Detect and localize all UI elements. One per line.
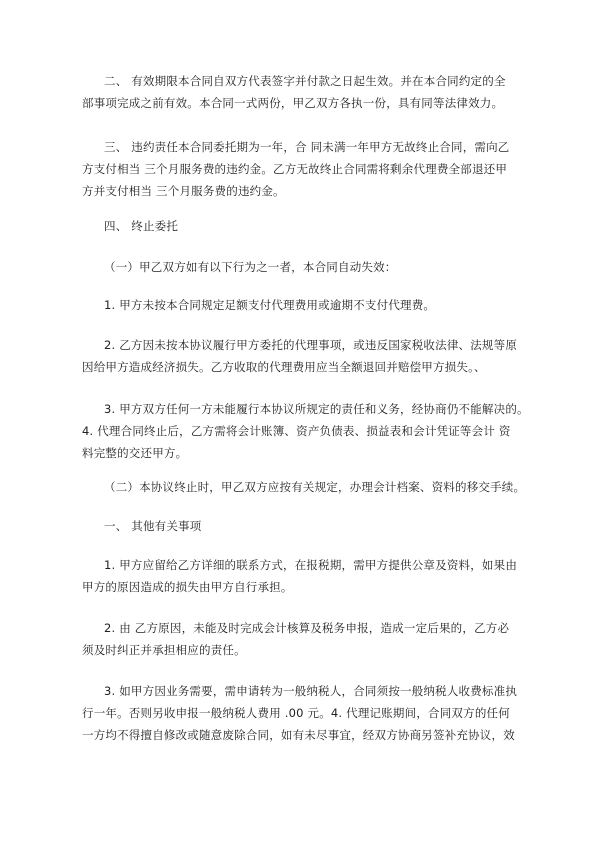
text-line: 1. 甲方应留给乙方详细的联系方式，在报税期，需甲方提供公章及资料，如果由 [104, 558, 518, 572]
other-item-1 [82, 554, 542, 598]
text-line: 方并支付相当 三个月服务费的违约金。 [82, 184, 285, 198]
text-line: 三、 违约责任本合同委托期为一年，合 同未满一年甲方无故终止合同，需向乙 [104, 140, 510, 154]
text-line: 部事项完成之前有效。本合同一式两份，甲乙双方各执一份，具有同等法律效力。 [82, 96, 504, 110]
list-item-3-4 [82, 398, 542, 464]
list-item-2 [82, 334, 542, 378]
text-line: 4. 代理合同终止后，乙方需将会计账簿、资产负债表、损益表和会计凭证等会计 资 [82, 424, 511, 438]
text-line: 行一年。否则另收申报一般纳税人费用 .00 元。4. 代理记账期间，合同双方的任何 [82, 706, 510, 720]
text-line: （一）甲乙双方如有以下行为之一者，本合同自动失效： [104, 260, 397, 274]
list-item-1 [82, 294, 542, 316]
paragraph-validity [82, 70, 542, 114]
text-line: 四、 终止委托 [104, 219, 179, 233]
text-line: 因给甲方造成经济损失。乙方收取的代理费用应当全额退回并赔偿甲方损失。、 [82, 360, 486, 374]
section-heading-termination [82, 215, 542, 237]
text-line: 一方均不得擅自修改或随意废除合同，如有未尽事宜，经双方协商另签补充协议，效 [82, 728, 515, 742]
section-heading-other [82, 515, 542, 537]
text-line: 须及时纠正并承担相应的责任。 [82, 643, 246, 657]
text-line: 料完整的交还甲方。 [82, 446, 188, 460]
text-line: 一、 其他有关事项 [104, 519, 202, 533]
text-line: 2. 由 乙方原因，未能及时完成会计核算及税务申报，造成一定后果的，乙方必 [104, 621, 510, 635]
text-line: 甲方的原因造成的损失由甲方自行承担。 [82, 580, 293, 594]
paragraph-liability [82, 136, 542, 202]
text-line: 二、 有效期限本合同自双方代表签字并付款之日起生效。并在本合同约定的全 [104, 74, 506, 88]
text-line: 方支付相当 三个月服务费的违约金。乙方无故终止合同需将剩余代理费全部退还甲 [82, 162, 508, 176]
paragraph-handover [82, 476, 542, 498]
text-line: 3. 甲方双方任何一方未能履行本协议所规定的责任和义务，经协商仍不能解决的。 [104, 402, 529, 416]
text-line: 1. 甲方未按本合同规定足额支付代理费用或逾期不支付代理费。 [104, 298, 436, 312]
text-line: 3. 如甲方因业务需要，需申请转为一般纳税人，合同须按一般纳税人收费标准执 [104, 684, 518, 698]
text-line: 2. 乙方因未按本协议履行甲方委托的代理事项，或违反国家税收法律、法规等原 [104, 338, 518, 352]
text-line: （二）本协议终止时，甲乙双方应按有关规定，办理会计档案、资料的移交手续。 [104, 480, 526, 494]
other-item-2 [82, 617, 542, 661]
other-item-3-4 [82, 680, 542, 746]
paragraph-auto-invalid [82, 256, 542, 278]
